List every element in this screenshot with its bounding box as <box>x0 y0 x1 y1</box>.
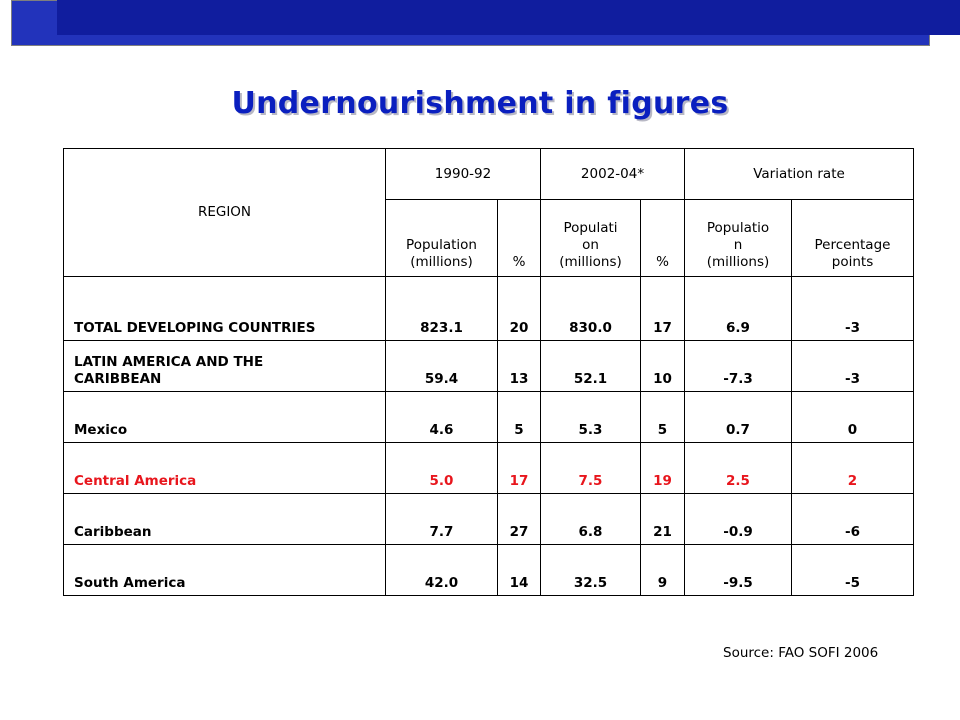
value-cell: 59.4 <box>386 341 498 392</box>
value-cell: 830.0 <box>541 277 641 341</box>
value-cell: 42.0 <box>386 545 498 596</box>
value-cell: 52.1 <box>541 341 641 392</box>
source-note: Source: FAO SOFI 2006 <box>723 645 879 661</box>
table-row <box>64 277 914 341</box>
value-cell: 5.0 <box>386 443 498 494</box>
value-cell: -5 <box>792 545 914 596</box>
value-cell: 2 <box>792 443 914 494</box>
subheader-cell: % <box>641 200 685 277</box>
header-band <box>57 0 960 35</box>
value-cell: -9.5 <box>685 545 792 596</box>
value-cell: 27 <box>498 494 541 545</box>
region-name-cell: Mexico <box>64 392 386 443</box>
table-body <box>64 277 914 596</box>
subheader-cell: Percentage points <box>792 200 914 277</box>
value-cell: 14 <box>498 545 541 596</box>
subheader-cell: Population (millions) <box>386 200 498 277</box>
table-row <box>64 494 914 545</box>
region-name-cell: Central America <box>64 443 386 494</box>
value-cell: 5 <box>498 392 541 443</box>
value-cell: -0.9 <box>685 494 792 545</box>
value-cell: 7.5 <box>541 443 641 494</box>
period-header-2002: 2002-04* <box>541 149 685 200</box>
value-cell: 7.7 <box>386 494 498 545</box>
value-cell: 20 <box>498 277 541 341</box>
value-cell: 17 <box>498 443 541 494</box>
region-name-cell: South America <box>64 545 386 596</box>
region-name-cell: LATIN AMERICA AND THE CARIBBEAN <box>64 341 386 392</box>
value-cell: -7.3 <box>685 341 792 392</box>
value-cell: 0 <box>792 392 914 443</box>
page-title: Undernourishment in figures <box>231 86 729 121</box>
value-cell: -6 <box>792 494 914 545</box>
value-cell: 13 <box>498 341 541 392</box>
region-name-cell: Caribbean <box>64 494 386 545</box>
region-header: REGION <box>64 149 386 277</box>
table-row <box>64 545 914 596</box>
value-cell: 5.3 <box>541 392 641 443</box>
value-cell: 823.1 <box>386 277 498 341</box>
value-cell: 10 <box>641 341 685 392</box>
value-cell: 32.5 <box>541 545 641 596</box>
subheader-cell: % <box>498 200 541 277</box>
value-cell: 0.7 <box>685 392 792 443</box>
value-cell: 5 <box>641 392 685 443</box>
value-cell: 2.5 <box>685 443 792 494</box>
value-cell: -3 <box>792 341 914 392</box>
undernourishment-table <box>63 148 914 596</box>
value-cell: 21 <box>641 494 685 545</box>
subheader-cell: Populati on (millions) <box>541 200 641 277</box>
value-cell: 19 <box>641 443 685 494</box>
subheader-cell: Populatio n (millions) <box>685 200 792 277</box>
table-row <box>64 443 914 494</box>
table-row <box>64 341 914 392</box>
value-cell: 6.8 <box>541 494 641 545</box>
value-cell: -3 <box>792 277 914 341</box>
value-cell: 6.9 <box>685 277 792 341</box>
region-name-cell: TOTAL DEVELOPING COUNTRIES <box>64 277 386 341</box>
period-header-1990: 1990-92 <box>386 149 541 200</box>
value-cell: 17 <box>641 277 685 341</box>
value-cell: 4.6 <box>386 392 498 443</box>
value-cell: 9 <box>641 545 685 596</box>
table-row <box>64 392 914 443</box>
variation-header: Variation rate <box>685 149 914 200</box>
